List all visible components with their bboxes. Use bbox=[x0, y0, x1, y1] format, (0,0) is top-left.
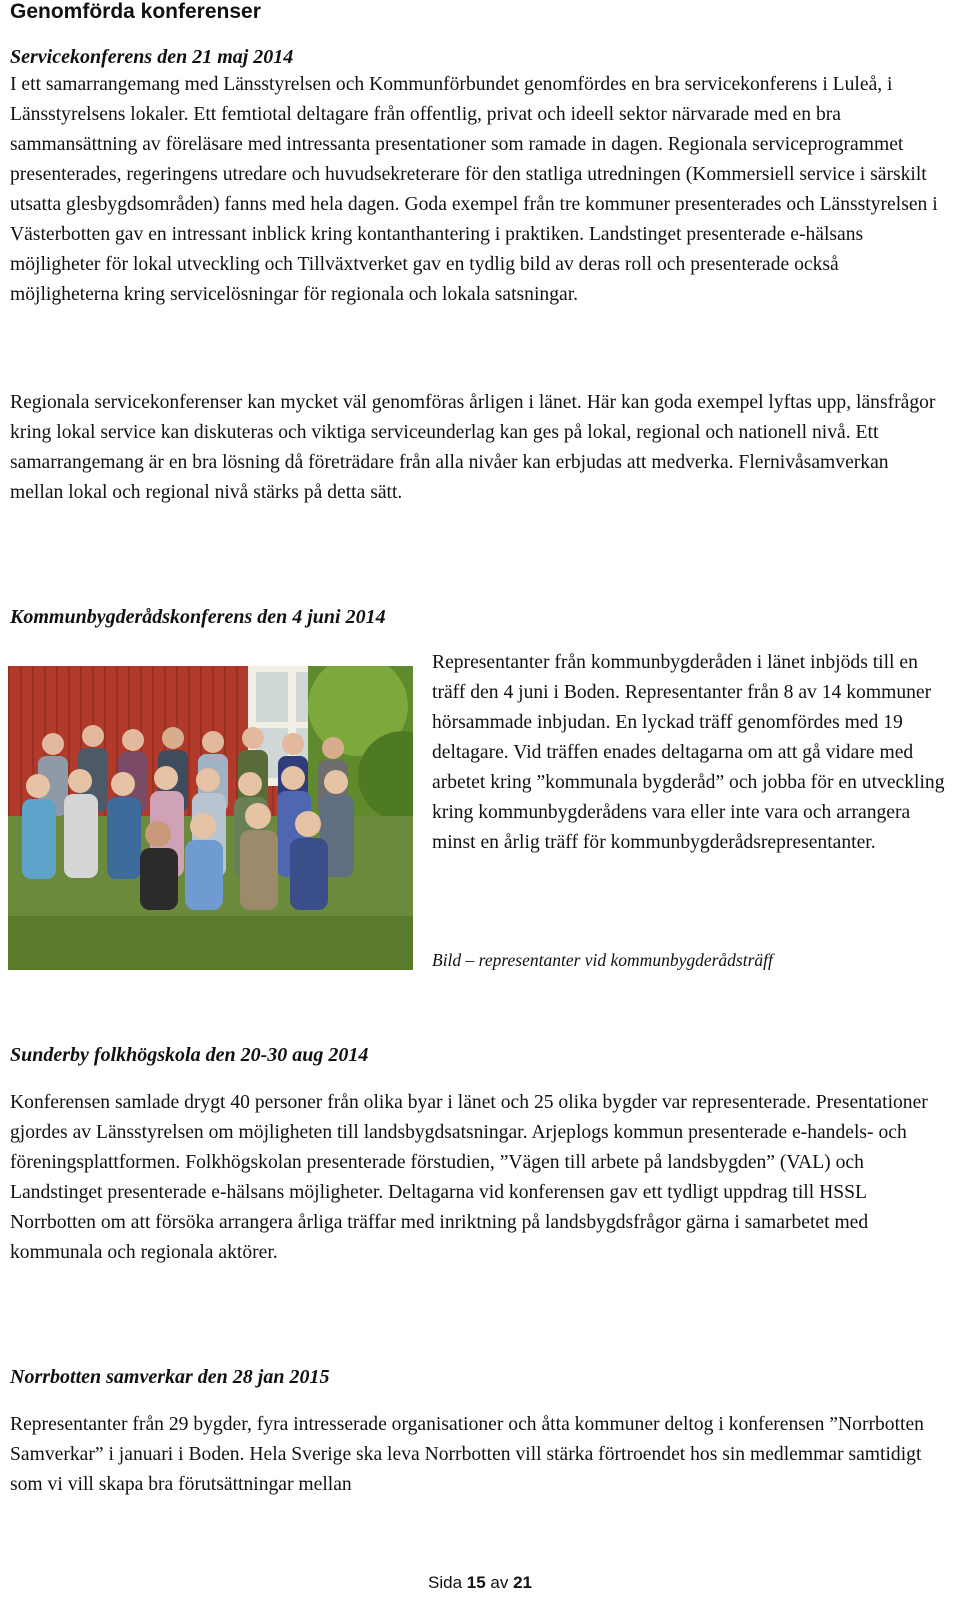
footer-prefix: Sida bbox=[428, 1573, 467, 1592]
section-title-sunderby: Sunderby folkhögskola den 20-30 aug 2014 bbox=[10, 1044, 369, 1066]
section-title-kommunbygderadskonferens: Kommunbygderådskonferens den 4 juni 2014 bbox=[10, 606, 386, 628]
servicekonferens-paragraph-1: I ett samarrangemang med Länsstyrelsen och Kommunförbundet genomfördes en bra servicekonferens i Luleå, i Länsstyrelsens lokaler. Ett femtiotal deltagare från offentlig, privat och ideell sektor närvarade med en bra sammansättning av föreläsare med intressanta presentationer som ramade in dagen. Regionala serviceprogrammet presenterades, regeringens utredare och huvudsekreterare för den statliga utredningen (Kommersiell service i särskilt utsatta glesbygdsområden) fanns med hela dagen. Goda exempel från tre kommuner presenterades och Länsstyrelsen i Västerbotten gav en intressant inblick kring kontanthantering i praktiken. Landstinget presenterade e-hälsans möjligheter för lokal utveckling och Tillväxtverket gav en tydlig bild av deras roll och presenterade också möjligheterna kring servicelösningar för regionala och lokala satsningar. bbox=[10, 74, 938, 305]
photo-caption: Bild – representanter vid kommunbygderådsträff bbox=[432, 950, 773, 970]
kommunbygderadskonferens-paragraph: Representanter från kommunbygderåden i länet inbjöds till en träff den 4 juni i Boden. Representanter från 8 av 14 kommuner hörsammade inbjudan. En lyckad träff genomfördes med 19 deltagare. Vid träffen enades deltagarna om att gå vidare med arbetet kring ”kommunala bygderåd” och jobba för en utveckling kring kommunbygderådens vara eller inte vara och arrangera minst en årlig träff för kommunbygderådsrepresentanter. bbox=[432, 652, 945, 853]
page-footer bbox=[0, 1572, 960, 1594]
page-heading: Genomförda konferenser bbox=[10, 0, 261, 23]
sunderby-paragraph: Konferensen samlade drygt 40 personer från olika byar i länet och 25 olika bygder var representerade. Presentationer gjordes av Länsstyrelsen om möjligheten till landsbygdsatsningar. Arjeplogs kommun presenterade e-handels- och föreningsplattformen. Folkhögskolan presenterade förstudien, ”Vägen till arbete på landsbygden” (VAL) och Landstinget presenterade e-hälsans möjligheter. Deltagarna vid konferensen gav ett tydligt uppdrag till HSSL Norrbotten om att försöka arrangera årliga träffar med inriktning på landsbygdsfrågor gärna i samarbetet med kommunala och regionala aktörer. bbox=[10, 1092, 928, 1263]
footer-current-page: 15 bbox=[466, 1573, 486, 1592]
footer-total-pages: 21 bbox=[513, 1573, 532, 1592]
group-photo bbox=[8, 666, 413, 970]
norrbotten-samverkar-paragraph: Representanter från 29 bygder, fyra intresserade organisationer och åtta kommuner deltog i konferensen ”Norrbotten Samverkar” i januari i Boden. Hela Sverige ska leva Norrbotten vill stärka förtroendet hos sin medlemmar samtidigt som vi vill skapa bra förutsättningar mellan bbox=[10, 1414, 924, 1495]
footer-middle: av bbox=[485, 1573, 514, 1592]
section-title-norrbotten-samverkar: Norrbotten samverkar den 28 jan 2015 bbox=[10, 1366, 330, 1388]
servicekonferens-paragraph-2: Regionala servicekonferenser kan mycket väl genomföras årligen i länet. Här kan goda exempel lyftas upp, länsfrågor kring lokal service kan diskuteras och viktiga serviceunderlag kan ges på lokal, regional och nationell nivå. Ett samarrangemang är en bra lösning då företrädare från alla nivåer kan erbjudas att medverka. Flernivåsamverkan mellan lokal och regional nivå stärks på detta sätt. bbox=[10, 392, 936, 503]
section-title-servicekonferens: Servicekonferens den 21 maj 2014 bbox=[10, 46, 294, 68]
